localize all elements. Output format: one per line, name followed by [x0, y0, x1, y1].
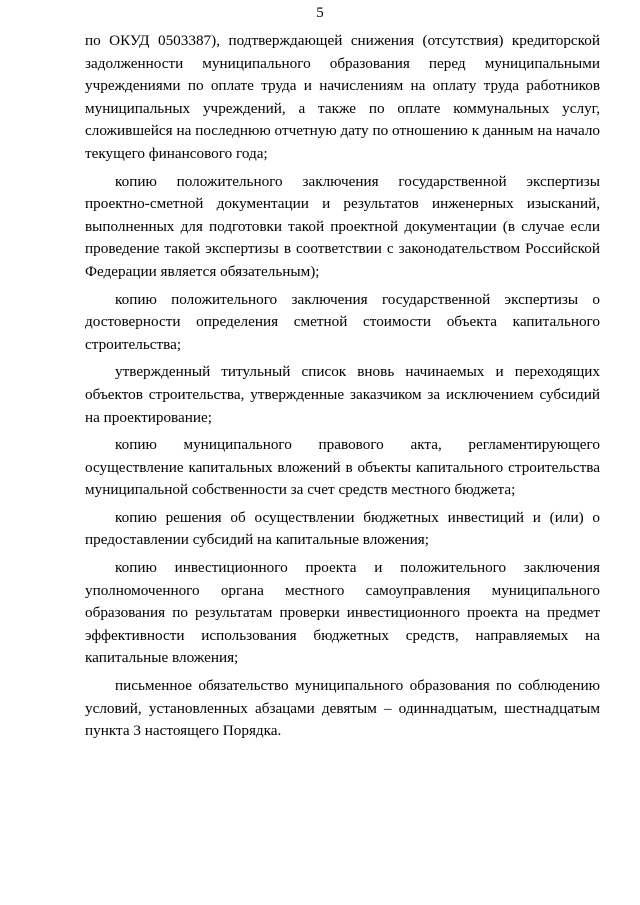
- paragraph-investment-project: копию инвестиционного проекта и положительного заключения уполномоченного органа местного самоуправления муниципального образования по результатам проверки инвестиционного проекта на предмет эффективности использования бюджетных средств, направляемых на капитальные вложения;: [85, 559, 600, 667]
- paragraph-investment-decision: копию решения об осуществлении бюджетных инвестиций и (или) о предоставлении субсидий на капитальные вложения;: [85, 508, 600, 549]
- document-body: [85, 30, 600, 743]
- paragraph-written-obligation: письменное обязательство муниципального образования по соблюдению условий, установленных абзацами девятым – одиннадцатым, шестнадцатым пункта 3 настоящего Порядка.: [85, 677, 600, 740]
- page-number: 5: [316, 5, 324, 21]
- paragraph-title-list: утвержденный титульный список вновь начинаемых и переходящих объектов строительства, утвержденные заказчиком за исключением субсидий на проектирование;: [85, 363, 600, 426]
- paragraph-municipal-act: копию муниципального правового акта, регламентирующего осуществление капитальных вложений в объекты капитального строительства муниципальной собственности за счет средств местного бюджета;: [85, 436, 600, 499]
- paragraph-expertise-estimate: копию положительного заключения государственной экспертизы о достоверности определения сметной стоимости объекта капитального строительства;: [85, 290, 600, 353]
- paragraph-expertise-design: копию положительного заключения государственной экспертизы проектно-сметной документации и результатов инженерных изысканий, выполненных для подготовки такой проектной документации (в случае если проведение такой экспертизы в соответствии с законодательством Российской Федерации является обязательным);: [85, 172, 600, 280]
- paragraph-continuation: по ОКУД 0503387), подтверждающей снижения (отсутствия) кредиторской задолженности муниципального образования перед муниципальными учреждениями по оплате труда и начислениям на оплату труда работников муниципальных учреждений, а также по оплате коммунальных услуг, сложившейся на последнюю отчетную дату по отношению к данным на начало текущего финансового года;: [85, 32, 600, 162]
